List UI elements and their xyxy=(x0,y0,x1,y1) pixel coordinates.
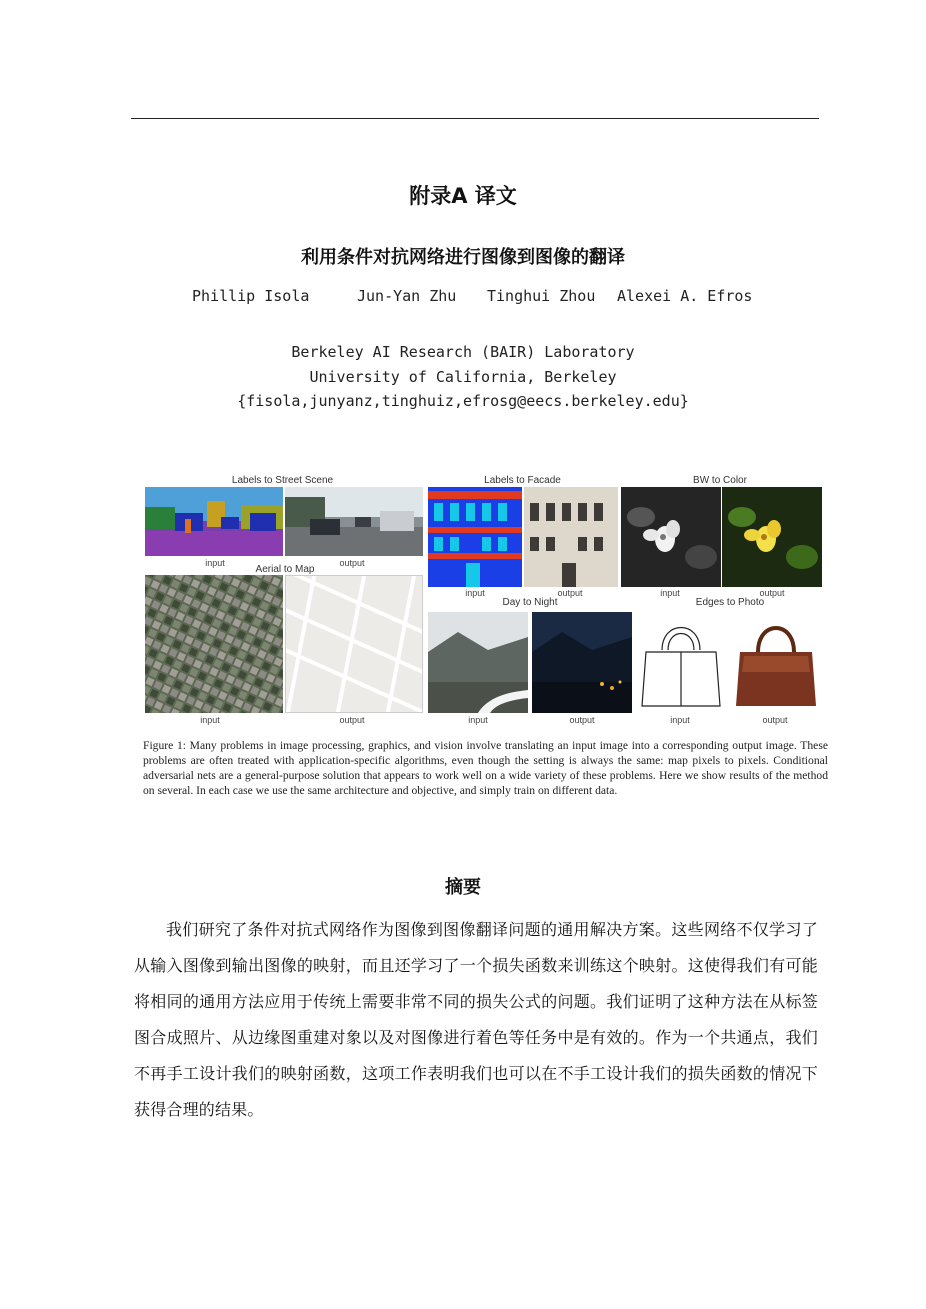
affiliation-lab: Berkeley AI Research (BAIR) Laboratory xyxy=(291,343,635,361)
output-caption: output xyxy=(759,588,785,598)
day-input-image xyxy=(428,612,528,713)
panel-title: Edges to Photo xyxy=(695,597,765,608)
facade-labels-image xyxy=(428,487,522,587)
input-caption: input xyxy=(200,715,220,725)
photo-output-image xyxy=(730,612,822,713)
color-output-image xyxy=(722,487,822,587)
output-caption: output xyxy=(339,558,365,568)
input-caption: input xyxy=(465,588,485,598)
bw-input-image xyxy=(621,487,721,587)
header-rule xyxy=(131,118,819,119)
panel-title: Aerial to Map xyxy=(255,564,315,575)
panel-title: BW to Color xyxy=(693,475,747,486)
figure-caption: Figure 1: Many problems in image processing, graphics, and vision involve translating an input image into a corresponding output image. These problems are often treated with application-specific algorithms, even though the setting is always the same: map pixels to pixels. Conditional adversarial nets are a general-purpose solution that appears to work well on a wide variety of these problems. Here we show results of the method on several. In each case we use the same architecture and objective, and simply train on different data. xyxy=(143,739,828,797)
appendix-title: 附录A 译文 xyxy=(409,184,517,208)
abstract-body: 我们研究了条件对抗式网络作为图像到图像翻译问题的通用解决方案。这些网络不仅学习了从输入图像到输出图像的映射，而且还学习了一个损失函数来训练这个映射。这使得我们有可能将相同的通用方法应用于传统上需要非常不同的损失公式的问题。我们证明了这种方法在从标签图合成照片、从边缘图重建对象以及对图像进行着色等任务中是有效的。作为一个共通点，我们不再手工设计我们的映射函数，这项工作表明我们也可以在不手工设计我们的损失函数的情况下获得合理的结果。 xyxy=(134,920,818,1119)
street-output-image xyxy=(285,487,423,556)
edges-input-image xyxy=(636,612,726,713)
panel-title: Labels to Facade xyxy=(484,475,561,486)
input-caption: input xyxy=(205,558,225,568)
output-caption: output xyxy=(557,588,583,598)
street-labels-image xyxy=(145,487,283,556)
author-name: Phillip Isola xyxy=(192,287,310,305)
input-caption: input xyxy=(468,715,488,725)
input-caption: input xyxy=(660,588,680,598)
aerial-input-image xyxy=(145,575,283,713)
facade-output-image xyxy=(524,487,618,587)
map-output-image xyxy=(285,575,423,713)
panel-title: Labels to Street Scene xyxy=(231,475,334,486)
output-caption: output xyxy=(762,715,788,725)
author-name: Tinghui Zhou xyxy=(487,287,596,305)
paper-title: 利用条件对抗网络进行图像到图像的翻译 xyxy=(301,247,625,268)
author-name: Jun-Yan Zhu xyxy=(357,287,457,305)
output-caption: output xyxy=(339,715,365,725)
output-caption: output xyxy=(569,715,595,725)
affiliation-university: University of California, Berkeley xyxy=(309,368,617,386)
night-output-image xyxy=(532,612,632,713)
author-list xyxy=(0,287,926,309)
author-name: Alexei A. Efros xyxy=(617,287,753,305)
panel-title: Day to Night xyxy=(502,597,558,608)
input-caption: input xyxy=(670,715,690,725)
abstract-title: 摘要 xyxy=(445,877,481,898)
affiliation-emails: {fisola,junyanz,tinghuiz,efrosg@eecs.berkeley.edu} xyxy=(237,392,689,410)
